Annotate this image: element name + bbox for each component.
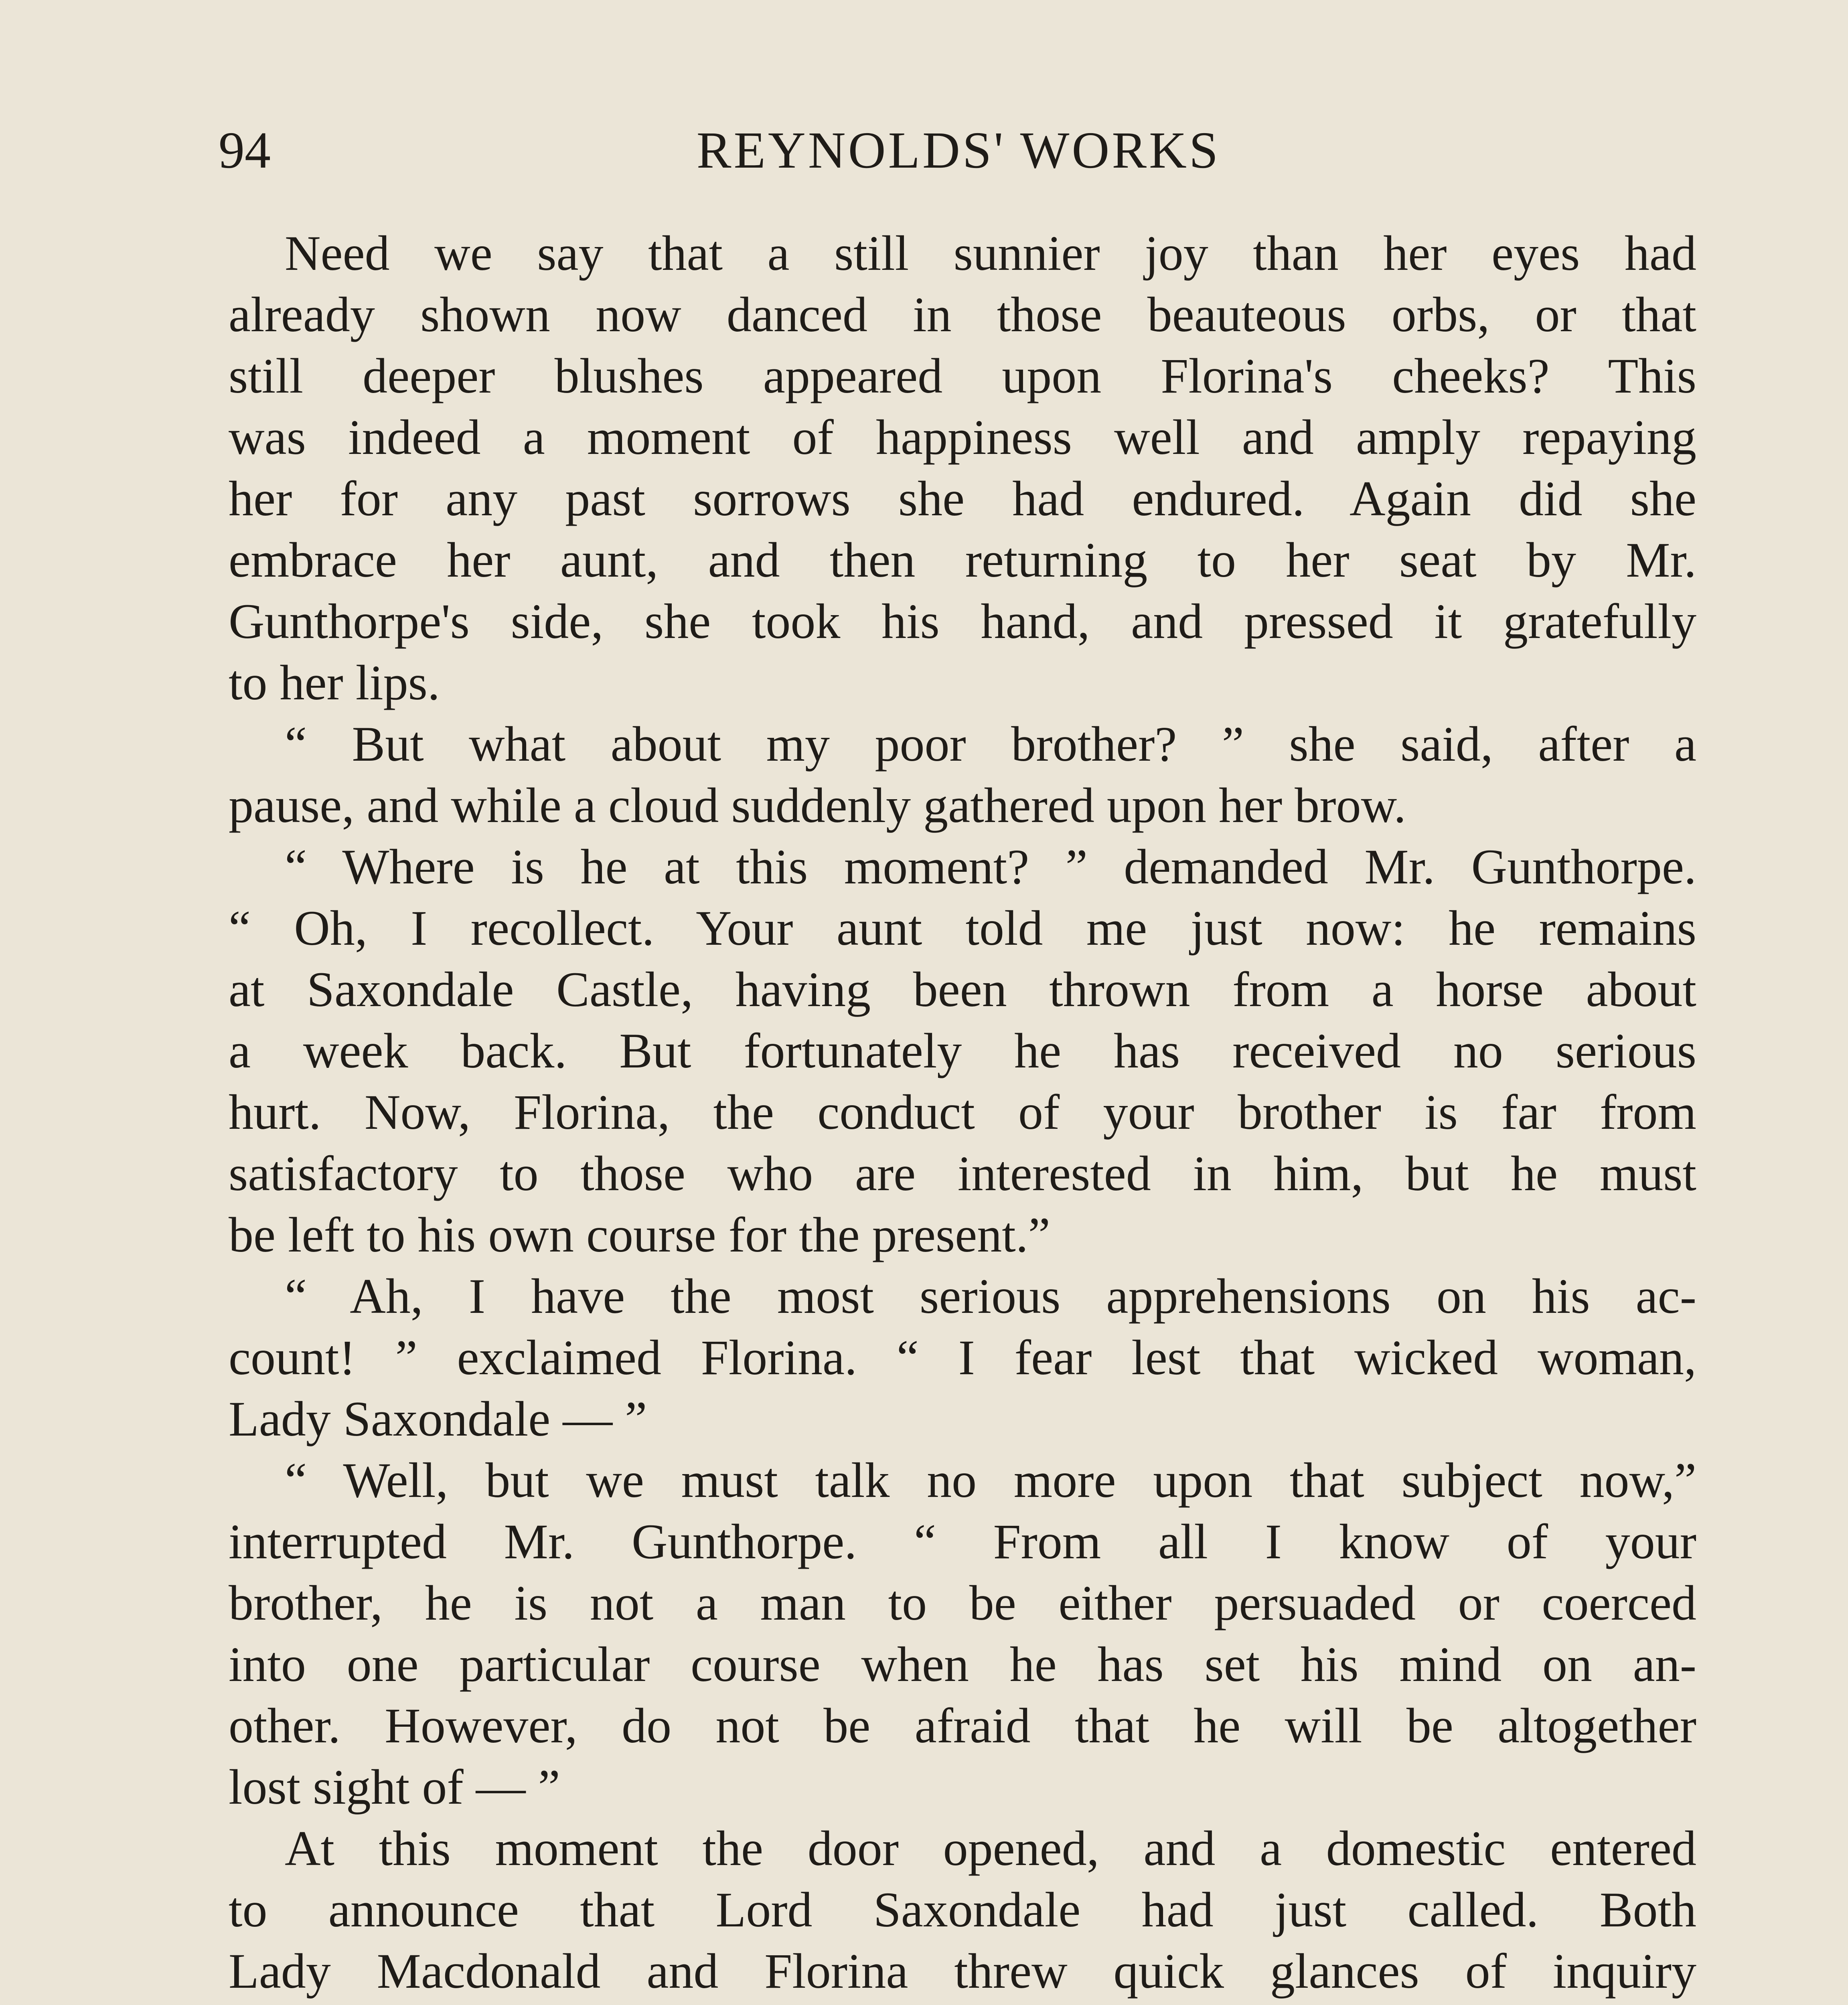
text-line: lost sight of — ”: [229, 1760, 560, 1815]
text-line: already shown now danced in those beauteous orbs, or that: [229, 287, 1696, 342]
text-line: At this moment the door opened, and a domestic entered: [285, 1821, 1696, 1876]
body-text: [229, 223, 1696, 2005]
text-line: at Saxondale Castle, having been thrown from a horse about: [229, 962, 1696, 1017]
text-line: other. However, do not be afraid that he will be altogether: [229, 1698, 1696, 1753]
text-line: “ Oh, I recollect. Your aunt told me just now: he remains: [229, 901, 1696, 956]
text-line: pause, and while a cloud suddenly gathered upon her brow.: [229, 778, 1406, 833]
text-line: “ Where is he at this moment? ” demanded Mr. Gunthorpe.: [285, 839, 1696, 894]
text-line: satisfactory to those who are interested in him, but he must: [229, 1146, 1696, 1201]
text-line: “ Ah, I have the most serious apprehensions on his ac-: [285, 1269, 1696, 1324]
text-line: be left to his own course for the present.”: [229, 1207, 1050, 1262]
text-line: to her lips.: [229, 655, 440, 710]
page-header: [219, 116, 1698, 184]
text-line: embrace her aunt, and then returning to her seat by Mr.: [229, 533, 1696, 587]
text-line: interrupted Mr. Gunthorpe. “ From all I know of your: [229, 1514, 1696, 1569]
page-number: 94: [219, 122, 271, 179]
text-line: a week back. But fortunately he has received no serious: [229, 1023, 1696, 1078]
text-line: “ Well, but we must talk no more upon that subject now,”: [285, 1453, 1696, 1508]
running-head: REYNOLDS' WORKS: [696, 122, 1221, 179]
text-line: Need we say that a still sunnier joy than her eyes had: [285, 226, 1696, 281]
text-line: “ But what about my poor brother? ” she said, after a: [285, 717, 1696, 772]
text-line: hurt. Now, Florina, the conduct of your brother is far from: [229, 1085, 1696, 1140]
text-line: her for any past sorrows she had endured. Again did she: [229, 471, 1696, 526]
text-line: Gunthorpe's side, she took his hand, and pressed it gratefully: [229, 594, 1696, 649]
text-line: Lady Saxondale — ”: [229, 1391, 647, 1446]
text-line: count! ” exclaimed Florina. “ I fear lest that wicked woman,: [229, 1330, 1696, 1385]
text-line: [229, 2002, 1696, 2005]
text-line: was indeed a moment of happiness well and amply repaying: [229, 410, 1696, 465]
text-line: Lady Macdonald and Florina threw quick glances of inquiry: [229, 1944, 1696, 1999]
text-line: into one particular course when he has set his mind on an-: [229, 1637, 1696, 1692]
text-line: brother, he is not a man to be either persuaded or coerced: [229, 1576, 1696, 1630]
text-line: still deeper blushes appeared upon Florina's cheeks? This: [229, 348, 1696, 403]
text-line: to announce that Lord Saxondale had just called. Both: [229, 1882, 1696, 1937]
